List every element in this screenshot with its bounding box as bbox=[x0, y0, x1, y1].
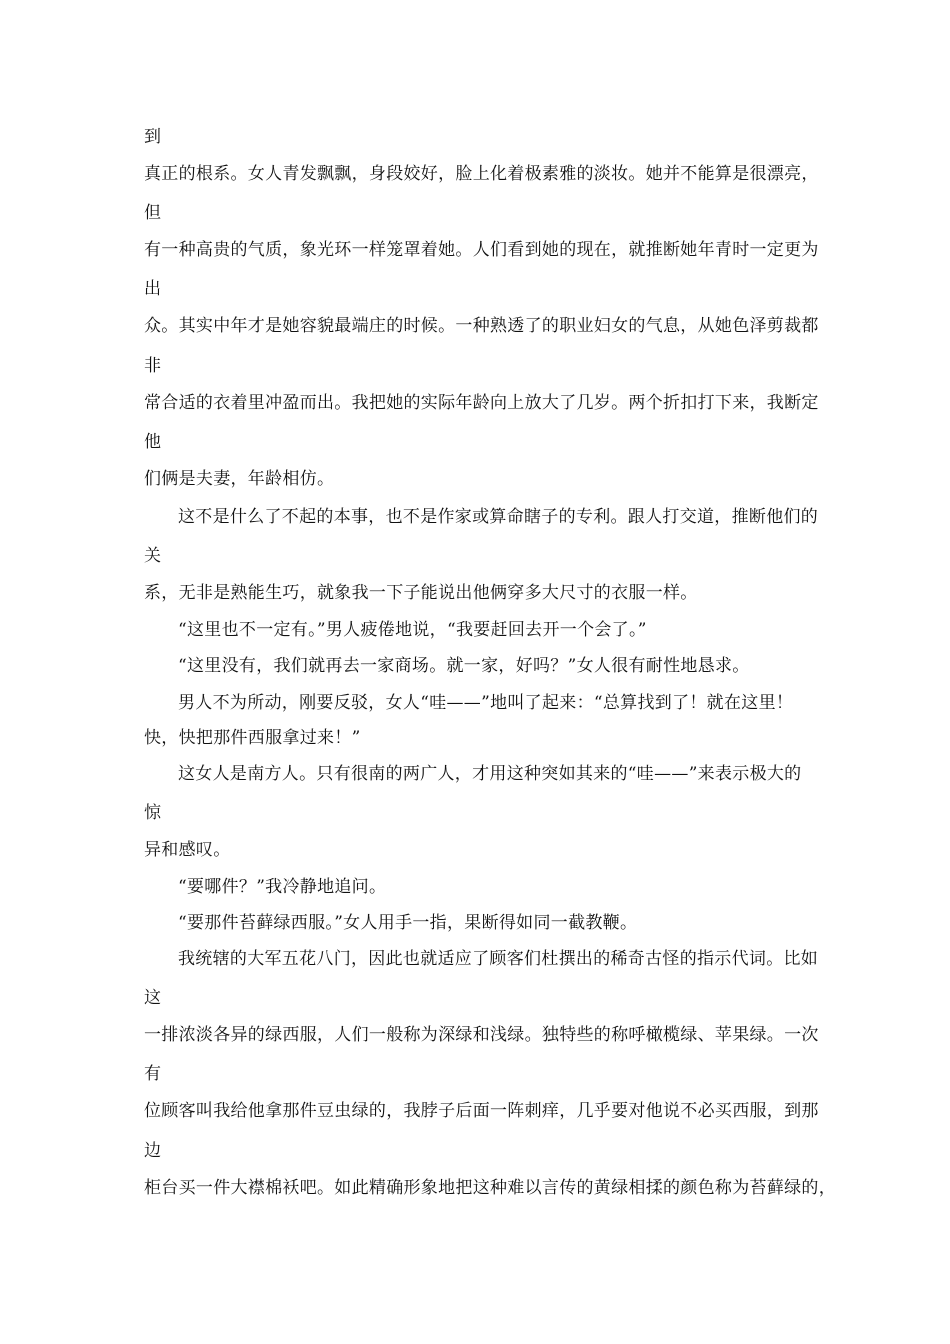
dialogue-line: “这里也不一定有。”男人疲倦地说，“我要赶回去开一个会了。” bbox=[178, 620, 647, 640]
paragraph-first-line: 这女人是南方人。只有很南的两广人，才用这种突如其来的“哇——”来表示极大的 bbox=[178, 764, 802, 784]
text-line: 真正的根系。女人青发飘飘，身段姣好，脸上化着极素雅的淡妆。她并不能算是很漂亮， bbox=[144, 164, 819, 184]
text-line: 他 bbox=[144, 432, 162, 452]
text-line: 但 bbox=[144, 203, 162, 223]
dialogue-line: “要哪件？”我冷静地追问。 bbox=[178, 877, 387, 897]
text-line: 一排浓淡各异的绿西服，人们一般称为深绿和浅绿。独特些的称呼橄榄绿、苹果绿。一次 bbox=[144, 1025, 819, 1045]
paragraph-first-line: 男人不为所动，刚要反驳，女人“哇——”地叫了起来：“总算找到了！就在这里！ bbox=[178, 693, 794, 713]
text-line: 这 bbox=[144, 988, 162, 1008]
paragraph-first-line: 我统辖的大军五花八门，因此也就适应了顾客们杜撰出的稀奇古怪的指示代词。比如 bbox=[178, 949, 819, 969]
text-line: 众。其实中年才是她容貌最端庄的时候。一种熟透了的职业妇女的气息，从她色泽剪裁都 bbox=[144, 316, 819, 336]
text-line: 系，无非是熟能生巧，就象我一下子能说出他俩穿多大尺寸的衣服一样。 bbox=[144, 583, 698, 603]
text-line: 柜台买一件大襟棉袄吧。如此精确形象地把这种难以言传的黄绿相揉的颜色称为苔藓绿的， bbox=[144, 1178, 836, 1198]
text-line: 关 bbox=[144, 546, 162, 566]
text-line: 出 bbox=[144, 279, 162, 299]
paragraph-first-line: 这不是什么了不起的本事，也不是作家或算命瞎子的专利。跟人打交道，推断他们的 bbox=[178, 507, 819, 527]
text-line: 们俩是夫妻，年龄相仿。 bbox=[144, 469, 335, 489]
text-line: 到 bbox=[144, 127, 162, 147]
dialogue-line: “这里没有，我们就再去一家商场。就一家，好吗？”女人很有耐性地恳求。 bbox=[178, 656, 750, 676]
text-line: 快，快把那件西服拿过来！” bbox=[144, 728, 361, 748]
text-line: 有一种高贵的气质，象光环一样笼罩着她。人们看到她的现在，就推断她年青时一定更为 bbox=[144, 240, 819, 260]
text-line: 有 bbox=[144, 1064, 162, 1084]
text-line: 位顾客叫我给他拿那件豆虫绿的，我脖子后面一阵刺痒，几乎要对他说不必买西服，到那 bbox=[144, 1101, 819, 1121]
text-line: 非 bbox=[144, 356, 162, 376]
text-line: 惊 bbox=[144, 803, 162, 823]
text-line: 异和感叹。 bbox=[144, 840, 231, 860]
dialogue-line: “要那件苔藓绿西服。”女人用手一指，果断得如同一截教鞭。 bbox=[178, 913, 638, 933]
text-line: 常合适的衣着里冲盈而出。我把她的实际年龄向上放大了几岁。两个折扣打下来，我断定 bbox=[144, 393, 819, 413]
text-line: 边 bbox=[144, 1141, 162, 1161]
